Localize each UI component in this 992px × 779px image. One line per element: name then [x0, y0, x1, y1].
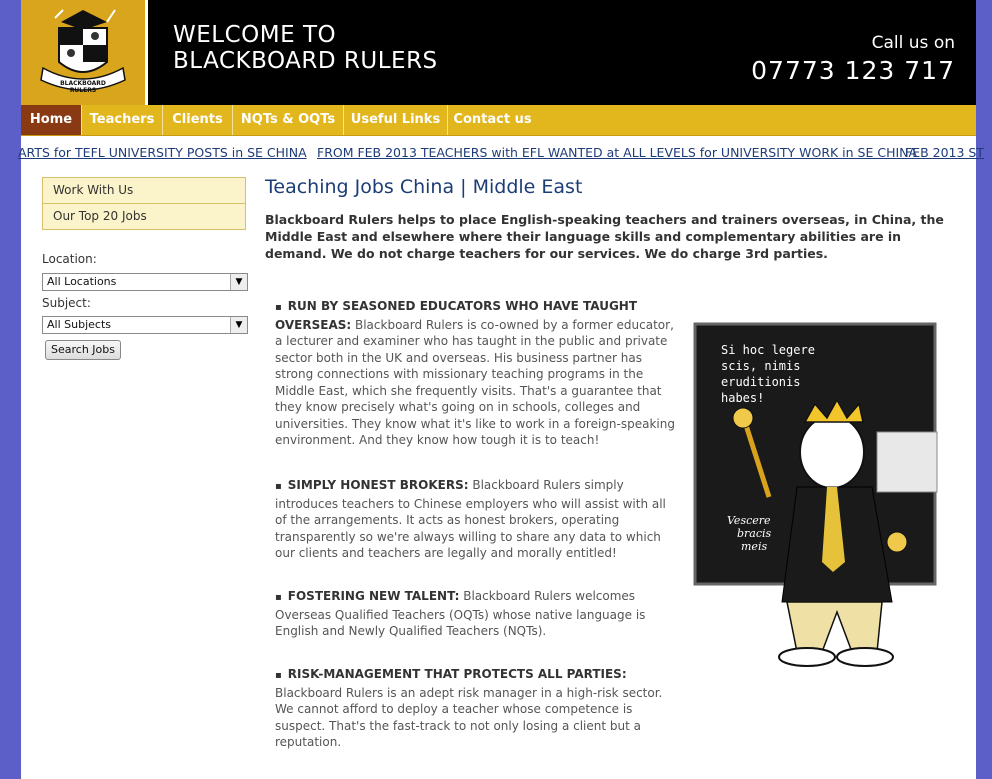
point-heading: RUN BY SEASONED EDUCATORS WHO HAVE TAUGHT OVERSEAS: [275, 299, 638, 332]
chalk-line: Vescere [727, 514, 771, 527]
ticker-item[interactable]: ARTS for TEFL UNIVERSITY POSTS in SE CHINA [18, 145, 307, 160]
point-body: Blackboard Rulers welcomes Overseas Qualified Teachers (OQTs) whose native language is English and Newly Qualified Teachers (NQTs). [275, 589, 646, 638]
sidebar-item-top-20-jobs[interactable]: Our Top 20 Jobs [53, 209, 147, 223]
list-item [275, 666, 675, 751]
list-item [275, 477, 675, 562]
ticker-item[interactable]: FROM FEB 2013 TEACHERS with EFL WANTED at ALL LEVELS for UNIVERSITY WORK in SE CHINA [317, 145, 918, 160]
bullet-icon: ▪ [275, 670, 282, 681]
board-line: eruditionis [721, 375, 801, 389]
bullet-icon: ▪ [275, 302, 282, 313]
site-title-line1: WELCOME TO [173, 22, 337, 48]
subject-select[interactable] [42, 316, 248, 334]
point-body: Blackboard Rulers is an adept risk manager in a high-risk sector. We cannot afford to deploy a teacher whose competence is suspect. That's the fast-track to not only losing a client but a reputation. [275, 685, 663, 749]
board-line: habes! [721, 391, 765, 405]
intro-paragraph: Blackboard Rulers helps to place English-speaking teachers and trainers overseas, in China, the Middle East and elsewhere where their language skills and complementary abilities are in demand. We do not charge teachers for our services. We do charge 3rd parties. [265, 212, 944, 261]
list-item [275, 298, 675, 449]
point-heading: RISK-MANAGEMENT THAT PROTECTS ALL PARTIES: [287, 667, 627, 681]
nav-home[interactable]: Home [21, 105, 82, 135]
sidebar-item-work-with-us[interactable]: Work With Us [43, 178, 245, 204]
page [18, 0, 984, 779]
list-item [275, 588, 675, 640]
nav-clients[interactable]: Clients [163, 105, 233, 135]
chevron-down-icon[interactable]: ▼ [230, 317, 247, 333]
location-select[interactable] [42, 273, 248, 291]
teacher-illustration [687, 322, 957, 682]
board-line: Si hoc legere [721, 343, 815, 357]
bullet-icon: ▪ [275, 592, 282, 603]
site-title-line2: BLACKBOARD RULERS [173, 48, 438, 74]
sidebar-menu [42, 177, 246, 230]
logo-ribbon-text: BLACKBOARD RULERS [60, 80, 106, 94]
board-line: scis, nimis [721, 359, 801, 373]
call-us-label: Call us on [871, 33, 955, 53]
point-heading: SIMPLY HONEST BROKERS: [287, 478, 469, 492]
site-header [21, 0, 976, 105]
location-select-value: All Locations [47, 275, 117, 288]
point-body: Blackboard Rulers simply introduces teachers to Chinese employers who will assist with all of the arrangements. It acts as honest brokers, operating transparently so we're always willing to share any data to which our clients and teachers are legally and morally entitled! [275, 478, 666, 560]
site-logo[interactable] [21, 0, 145, 105]
phone-number[interactable]: 07773 123 717 [751, 56, 955, 85]
chalk-line: meis [741, 540, 768, 553]
bullet-icon: ▪ [275, 481, 282, 492]
search-jobs-button[interactable]: Search Jobs [45, 340, 121, 360]
point-body: Blackboard Rulers is co-owned by a former educator, a lecturer and examiner who has taught in the public and private sector both in the UK and overseas. His business partner has strong connections with missionary teaching programs in the Middle East, which she frequently visits. That's a guarantee that they know precisely what's going on in schools, colleges and universities. They know what it's like to work in a foreign-speaking environment. And they know how tough it is to teach! [275, 317, 675, 447]
nav-teachers[interactable]: Teachers [82, 105, 163, 135]
nav-contact-us[interactable]: Contact us [453, 112, 532, 127]
chalk-line: bracis [737, 527, 772, 540]
chevron-down-icon[interactable]: ▼ [230, 274, 247, 290]
subject-label: Subject: [42, 296, 91, 310]
main-nav [21, 105, 976, 136]
news-ticker [18, 145, 984, 167]
site-title [173, 22, 438, 74]
ticker-item[interactable]: FEB 2013 ST [905, 145, 984, 160]
point-heading: FOSTERING NEW TALENT: [287, 589, 460, 603]
page-title: Teaching Jobs China | Middle East [265, 176, 583, 198]
location-label: Location: [42, 252, 97, 266]
blackboard-text [721, 342, 815, 406]
logo-divider [145, 0, 148, 105]
nav-useful-links[interactable]: Useful Links [344, 105, 448, 135]
subject-select-value: All Subjects [47, 318, 111, 331]
nav-nqts-oqts[interactable]: NQTs & OQTs [233, 105, 344, 135]
chalk-text [727, 514, 771, 553]
